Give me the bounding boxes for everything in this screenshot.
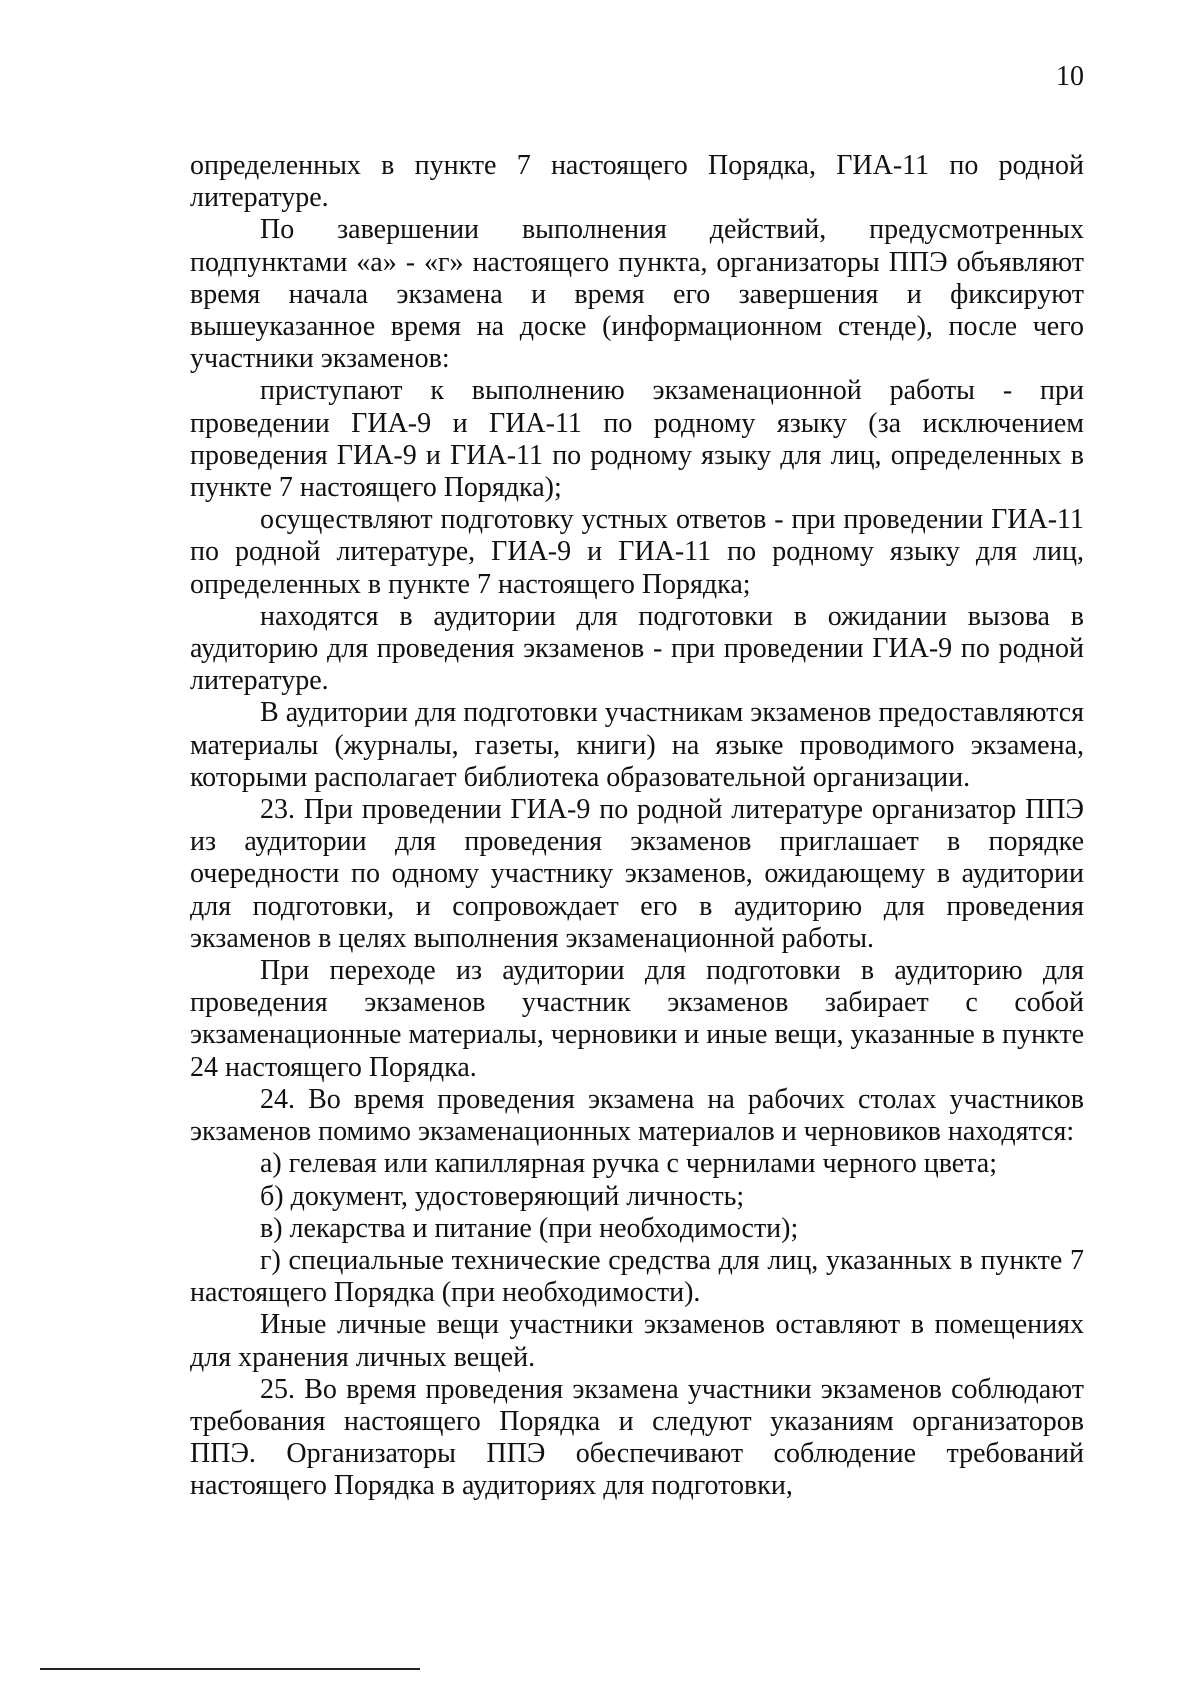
paragraph: определенных в пункте 7 настоящего Порядка, ГИА-11 по родной литературе. <box>190 150 1084 214</box>
list-item: в) лекарства и питание (при необходимости); <box>260 1212 799 1244</box>
list-item: г) специальные технические средства для лиц, указанных в пункте 7 настоящего Порядка (при необходимости). <box>190 1244 1084 1309</box>
document-body <box>190 150 1084 1503</box>
paragraph: 24. Во время проведения экзамена на рабочих столах участников экзаменов помимо экзаменационных материалов и черновиков находятся: <box>190 1083 1084 1148</box>
paragraph: находятся в аудитории для подготовки в ожидании вызова в аудиторию для проведения экзаменов - при проведении ГИА-9 по родной литературе. <box>190 600 1084 697</box>
paragraph: В аудитории для подготовки участникам экзаменов предоставляются материалы (журналы, газеты, книги) на языке проводимого экзамена, которыми располагает библиотека образовательной организации. <box>190 697 1084 793</box>
paragraph: осуществляют подготовку устных ответов - при проведении ГИА-11 по родной литературе, ГИА-9 и ГИА-11 по родному языку для лиц, определенных в пункте 7 настоящего Порядка; <box>190 504 1084 600</box>
paragraph: 25. Во время проведения экзамена участники экзаменов соблюдают требования настоящего Порядка и следуют указаниям организаторов ППЭ. Организаторы ППЭ обеспечивают соблюдение требований настоящего Порядка в аудиториях для подготовки, <box>190 1373 1084 1502</box>
page-number: 10 <box>1056 61 1084 92</box>
footer-rule <box>40 1668 420 1670</box>
paragraph: При переходе из аудитории для подготовки в аудиторию для проведения экзаменов участник экзаменов забирает с собой экзаменационные материалы, черновики и иные вещи, указанные в пункте 24 настоящего Порядка. <box>190 955 1084 1083</box>
paragraph: приступают к выполнению экзаменационной работы - при проведении ГИА-9 и ГИА-11 по родному языку (за исключением проведения ГИА-9 и ГИА-11 по родному языку для лиц, определенных в пункте 7 настоящего Порядка); <box>190 375 1084 504</box>
list-item: б) документ, удостоверяющий личность; <box>260 1180 745 1212</box>
list-item: а) гелевая или капиллярная ручка с чернилами черного цвета; <box>260 1148 997 1180</box>
paragraph: 23. При проведении ГИА-9 по родной литературе организатор ППЭ из аудитории для проведения экзаменов приглашает в порядке очередности по одному участнику экзаменов, ожидающему в аудитории для подготовки, и сопровождает его в аудиторию для проведения экзаменов в целях выполнения экзаменационной работы. <box>190 794 1084 954</box>
paragraph: По завершении выполнения действий, предусмотренных подпунктами «а» - «г» настоящего пункта, организаторы ППЭ объявляют время начала экзамена и время его завершения и фиксируют вышеуказанное время на доске (информационном стенде), после чего участники экзаменов: <box>190 214 1084 375</box>
paragraph: Иные личные вещи участники экзаменов оставляют в помещениях для хранения личных вещей. <box>190 1309 1084 1373</box>
